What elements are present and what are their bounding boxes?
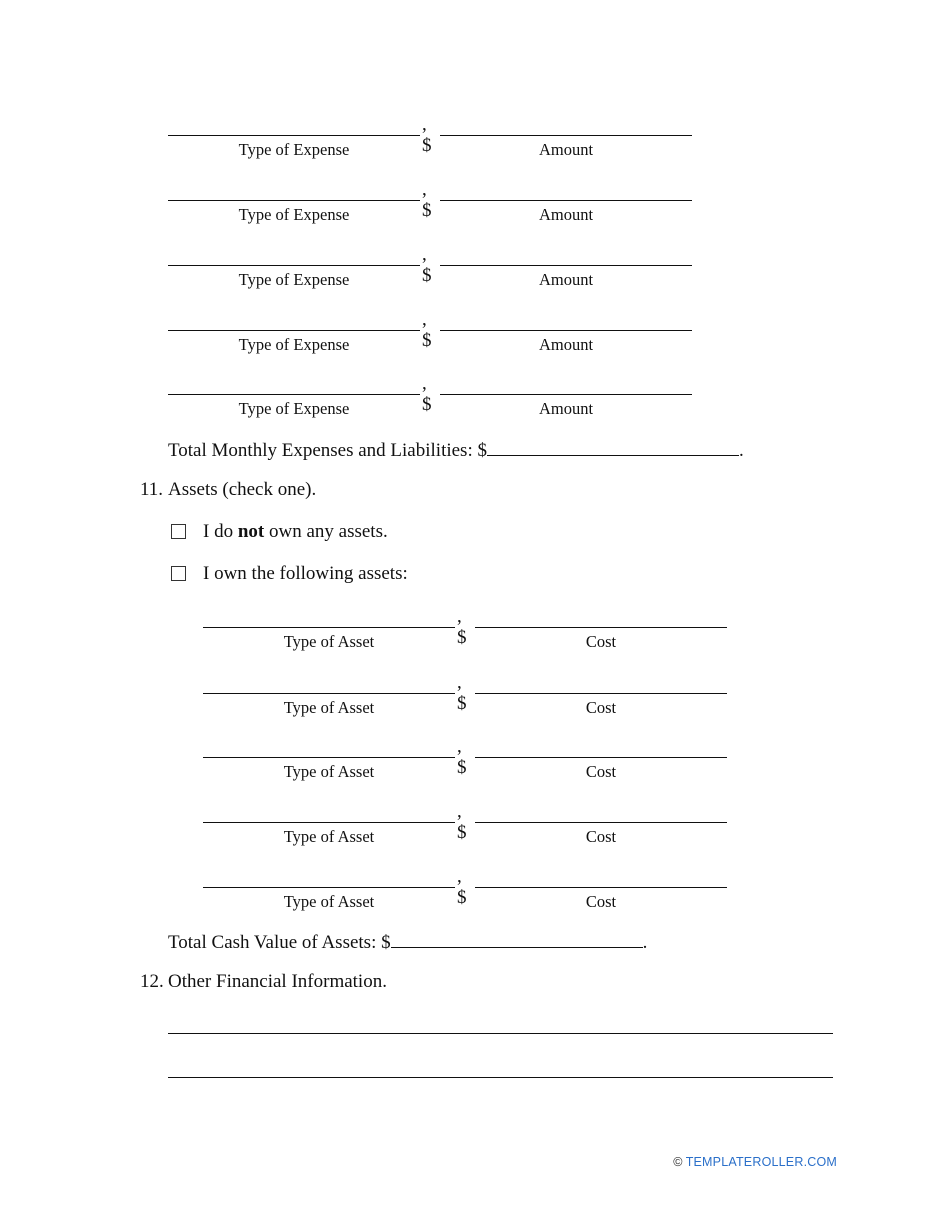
asset-separator: , $ bbox=[457, 672, 467, 714]
expense-type-field[interactable] bbox=[168, 114, 420, 136]
asset-type-label: Type of Asset bbox=[283, 762, 375, 781]
expense-separator: , $ bbox=[422, 179, 432, 221]
asset-separator: , $ bbox=[457, 606, 467, 648]
total-assets-end: . bbox=[642, 932, 648, 953]
expense-type-label: Type of Expense bbox=[238, 140, 350, 159]
expense-amount-label: Amount bbox=[538, 270, 594, 289]
expense-amount-field[interactable] bbox=[440, 309, 692, 331]
own-assets-checkbox[interactable] bbox=[171, 566, 186, 581]
asset-cost-field[interactable] bbox=[475, 606, 727, 628]
asset-type-label: Type of Asset bbox=[283, 698, 375, 717]
expense-separator: , $ bbox=[422, 373, 432, 415]
asset-type-label: Type of Asset bbox=[283, 892, 375, 911]
total-assets-line bbox=[168, 928, 647, 955]
asset-cost-label: Cost bbox=[585, 698, 617, 717]
total-expenses-end: . bbox=[738, 440, 744, 461]
asset-type-label: Type of Asset bbox=[283, 827, 375, 846]
asset-type-label: Type of Asset bbox=[283, 632, 375, 651]
total-expenses-field[interactable] bbox=[487, 436, 739, 456]
expense-type-field[interactable] bbox=[168, 244, 420, 266]
footer-brand bbox=[673, 1155, 837, 1169]
expense-amount-field[interactable] bbox=[440, 244, 692, 266]
asset-separator: , $ bbox=[457, 866, 467, 908]
own-assets-option: I own the following assets: bbox=[203, 563, 408, 584]
asset-separator: , $ bbox=[457, 736, 467, 778]
other-info-line[interactable] bbox=[168, 1077, 833, 1078]
expense-amount-field[interactable] bbox=[440, 114, 692, 136]
expense-type-field[interactable] bbox=[168, 309, 420, 331]
expense-amount-label: Amount bbox=[538, 399, 594, 418]
expense-type-label: Type of Expense bbox=[238, 205, 350, 224]
asset-cost-label: Cost bbox=[585, 632, 617, 651]
asset-cost-field[interactable] bbox=[475, 866, 727, 888]
expense-amount-label: Amount bbox=[538, 205, 594, 224]
expense-separator: , $ bbox=[422, 244, 432, 286]
total-assets-label: Total Cash Value of Assets: $ bbox=[168, 932, 391, 953]
no-assets-text-bold: not bbox=[237, 521, 265, 542]
section-12-heading: Other Financial Information. bbox=[168, 971, 387, 992]
asset-cost-field[interactable] bbox=[475, 801, 727, 823]
total-expenses-line bbox=[168, 436, 744, 463]
asset-cost-field[interactable] bbox=[475, 736, 727, 758]
expense-amount-field[interactable] bbox=[440, 179, 692, 201]
asset-separator: , $ bbox=[457, 801, 467, 843]
asset-type-field[interactable] bbox=[203, 606, 455, 628]
brand-link[interactable]: TEMPLATEROLLER.COM bbox=[685, 1155, 837, 1169]
other-info-line[interactable] bbox=[168, 1033, 833, 1034]
expense-amount-label: Amount bbox=[538, 140, 594, 159]
expense-type-field[interactable] bbox=[168, 373, 420, 395]
asset-cost-label: Cost bbox=[585, 762, 617, 781]
total-assets-field[interactable] bbox=[391, 928, 643, 948]
section-11-number: 11. bbox=[140, 479, 164, 500]
section-11-heading: Assets (check one). bbox=[168, 479, 317, 500]
expense-separator: , $ bbox=[422, 114, 432, 156]
asset-type-field[interactable] bbox=[203, 801, 455, 823]
asset-type-field[interactable] bbox=[203, 866, 455, 888]
asset-type-field[interactable] bbox=[203, 736, 455, 758]
total-expenses-label: Total Monthly Expenses and Liabilities: $ bbox=[168, 440, 487, 461]
no-assets-checkbox[interactable] bbox=[171, 524, 186, 539]
expense-type-label: Type of Expense bbox=[238, 270, 350, 289]
asset-cost-label: Cost bbox=[585, 827, 617, 846]
section-12-number: 12. bbox=[140, 971, 164, 992]
expense-amount-field[interactable] bbox=[440, 373, 692, 395]
expense-separator: , $ bbox=[422, 309, 432, 351]
no-assets-text-post: own any assets. bbox=[264, 521, 388, 542]
asset-cost-field[interactable] bbox=[475, 672, 727, 694]
expense-type-label: Type of Expense bbox=[238, 399, 350, 418]
asset-cost-label: Cost bbox=[585, 892, 617, 911]
asset-type-field[interactable] bbox=[203, 672, 455, 694]
expense-amount-label: Amount bbox=[538, 335, 594, 354]
expense-type-label: Type of Expense bbox=[238, 335, 350, 354]
no-assets-option bbox=[203, 520, 388, 544]
no-assets-text-pre: I do bbox=[203, 521, 238, 542]
expense-type-field[interactable] bbox=[168, 179, 420, 201]
copyright-symbol: © bbox=[673, 1155, 683, 1169]
